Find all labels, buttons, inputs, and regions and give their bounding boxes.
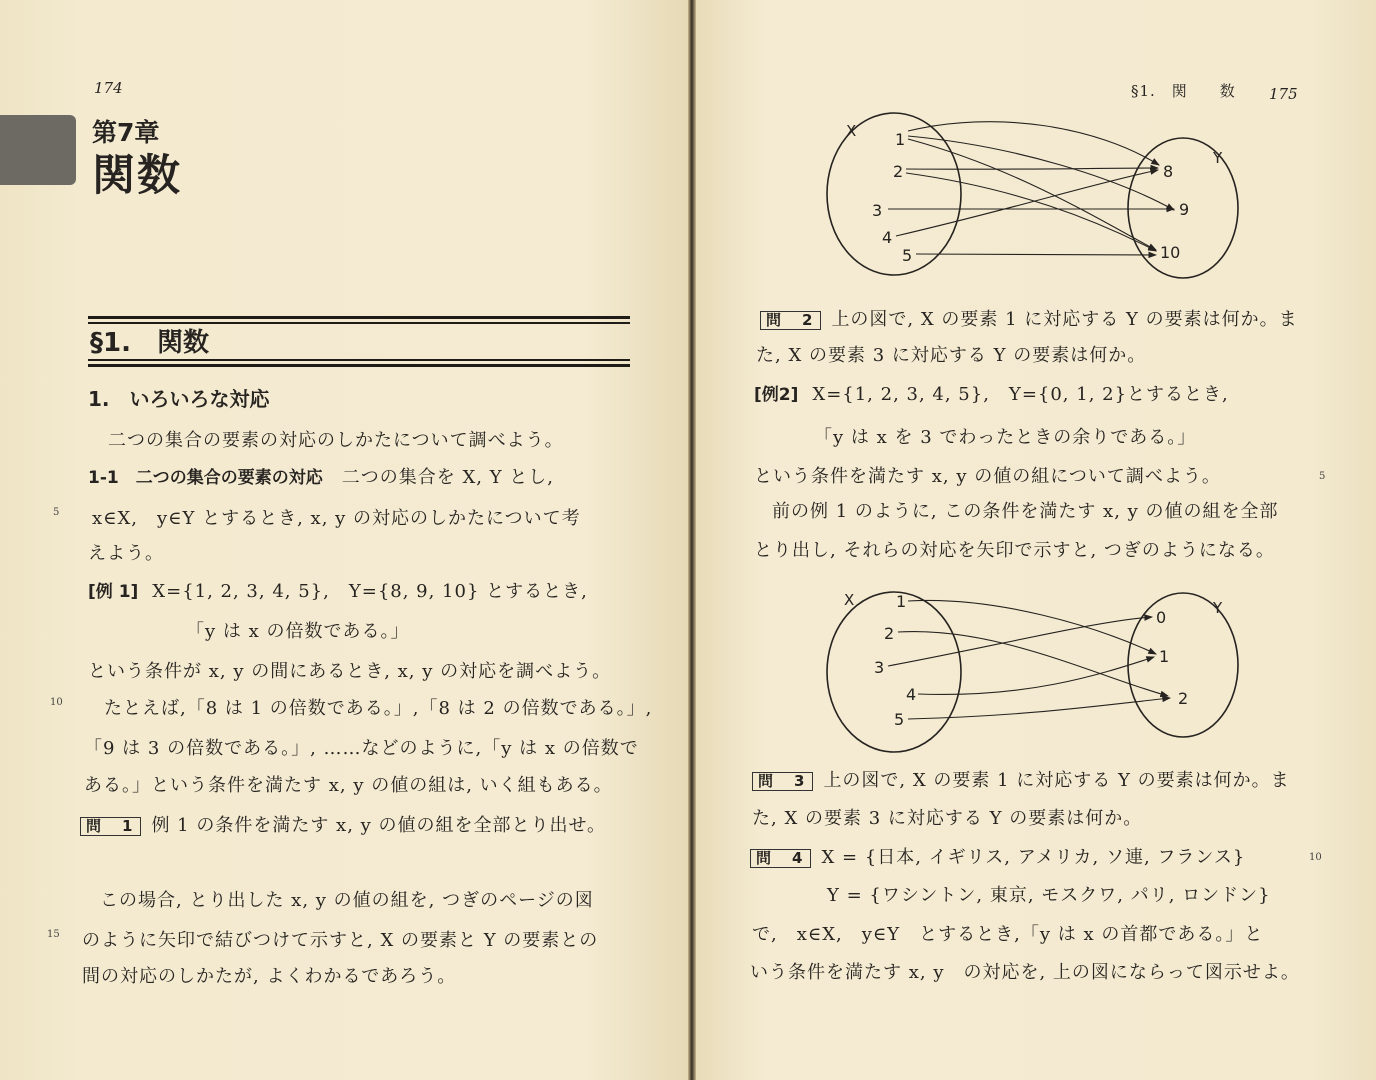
q2-label: 問 2 [760, 311, 821, 330]
para2-line3: 間の対応のしかたが, よくわかるであろう。 [82, 966, 457, 987]
para1-head: 1-1 二つの集合の要素の対応 [88, 468, 323, 488]
para2-line2: のように矢印で結びつけて示すと, X の要素と Y の要素との [82, 930, 599, 951]
question2-line1 [760, 305, 1298, 331]
example2-text: X={1, 2, 3, 4, 5}, Y={0, 1, 2}とするとき, [812, 384, 1229, 405]
subsection-title: 1. いろいろな対応 [88, 387, 270, 411]
example2-line5: とり出し, それらの対応を矢印で示すと, つぎのようになる。 [754, 540, 1275, 561]
intro-text: 二つの集合の要素の対応のしかたについて調べよう。 [108, 430, 564, 451]
x-element: 2 [893, 162, 904, 181]
line-number: 15 [47, 929, 60, 940]
para1-rest: 二つの集合を X, Y とし, [322, 467, 555, 488]
q3-line1: 上の図で, X の要素 1 に対応する Y の要素は何か。ま [823, 770, 1290, 791]
q1-label: 問 1 [80, 817, 141, 836]
y-element: 0 [1156, 608, 1167, 627]
set-y-label: Y [1213, 599, 1223, 617]
question4-line1 [750, 843, 1245, 869]
y-element: 2 [1178, 689, 1189, 708]
example1-line1 [88, 577, 588, 603]
question3-line1 [752, 766, 1290, 792]
set-y-label: Y [1213, 149, 1223, 167]
y-element: 1 [1159, 647, 1170, 666]
x-element: 2 [884, 624, 895, 643]
example1-label: [例 1] [88, 582, 139, 602]
x-element: 4 [906, 685, 917, 704]
q3-line2: た, X の要素 3 に対応する Y の要素は何か。 [752, 808, 1143, 829]
page-number: 175 [1269, 85, 1298, 103]
q1-text: 例 1 の条件を満たす x, y の値の組を全部とり出せ。 [151, 815, 606, 836]
section-heading: §1. 関数 [90, 328, 209, 358]
example1-line5: 「9 は 3 の倍数である。」, ……などのように,「y は x の倍数で [84, 738, 639, 759]
q2-line2: た, X の要素 3 に対応する Y の要素は何か。 [756, 345, 1147, 366]
book-gutter [688, 0, 696, 1080]
q4-line1: X = {日本, イギリス, アメリカ, ソ連, フランス} [821, 847, 1246, 868]
para1-line3: えよう。 [88, 543, 164, 564]
chapter-tab [0, 115, 76, 185]
line-number: 10 [50, 697, 63, 708]
example2-label: [例2] [754, 385, 799, 405]
para1-line1 [88, 463, 554, 489]
x-element: 1 [895, 130, 906, 149]
example2-line3: という条件を満たす x, y の値の組について調べよう。 [754, 466, 1221, 487]
mapping-arrows-1 [888, 122, 1174, 255]
chapter-label: 第7章 [92, 118, 160, 147]
set-x-label: X [844, 591, 855, 609]
example1-line4: たとえば,「8 は 1 の倍数である。」,「8 は 2 の倍数である。」, [104, 698, 653, 719]
set-x-label: X [846, 122, 857, 140]
chapter-title: 関数 [92, 151, 182, 201]
x-element: 5 [894, 710, 905, 729]
running-header: §1. 関 数 [1131, 82, 1236, 100]
q4-line4: いう条件を満たす x, y の対応を, 上の図にならって図示せよ。 [750, 962, 1300, 983]
page-number: 174 [94, 79, 123, 97]
x-element: 3 [872, 201, 883, 220]
y-element: 10 [1160, 243, 1181, 262]
example2-line1 [754, 380, 1229, 406]
right-page [696, 0, 1376, 1080]
example1-quote: 「y は x の倍数である。」 [186, 621, 410, 642]
q4-line2: Y = {ワシントン, 東京, モスクワ, パリ, ロンドン} [827, 885, 1271, 906]
x-element: 5 [902, 246, 913, 265]
example1-text: X={1, 2, 3, 4, 5}, Y={8, 9, 10} とするとき, [152, 581, 588, 602]
para1-line2: x∈X, y∈Y とするとき, x, y の対応のしかたについて考 [92, 508, 581, 529]
x-element: 3 [874, 658, 885, 677]
q3-label: 問 3 [752, 772, 813, 791]
mapping-diagram-1 [796, 108, 1276, 294]
q4-line3: で, x∈X, y∈Y とするとき,「y は x の首都である。」と [752, 924, 1264, 945]
example1-line6: ある。」という条件を満たす x, y の値の組は, いく組もある。 [84, 775, 613, 796]
x-element: 1 [896, 592, 907, 611]
q2-line1: 上の図で, X の要素 1 に対応する Y の要素は何か。ま [831, 309, 1298, 330]
example2-quote: 「y は x を 3 でわったときの余りである。」 [814, 427, 1197, 448]
section-rule-bottom-2 [88, 364, 630, 367]
mapping-diagram-2 [796, 576, 1276, 762]
para2-line1: この場合, とり出した x, y の値の組を, つぎのページの図 [100, 890, 594, 911]
line-number: 5 [1319, 471, 1326, 482]
question1 [80, 811, 606, 837]
section-rule-bottom [88, 359, 630, 361]
example1-line3: という条件が x, y の間にあるとき, x, y の対応を調べよう。 [88, 661, 612, 682]
q4-label: 問 4 [750, 849, 811, 868]
y-element: 8 [1163, 162, 1174, 181]
line-number: 5 [53, 507, 60, 518]
line-number: 10 [1309, 852, 1322, 863]
example2-line4: 前の例 1 のように, この条件を満たす x, y の値の組を全部 [772, 501, 1279, 522]
section-rule-top [88, 316, 630, 319]
x-element: 4 [882, 228, 893, 247]
y-element: 9 [1179, 200, 1190, 219]
